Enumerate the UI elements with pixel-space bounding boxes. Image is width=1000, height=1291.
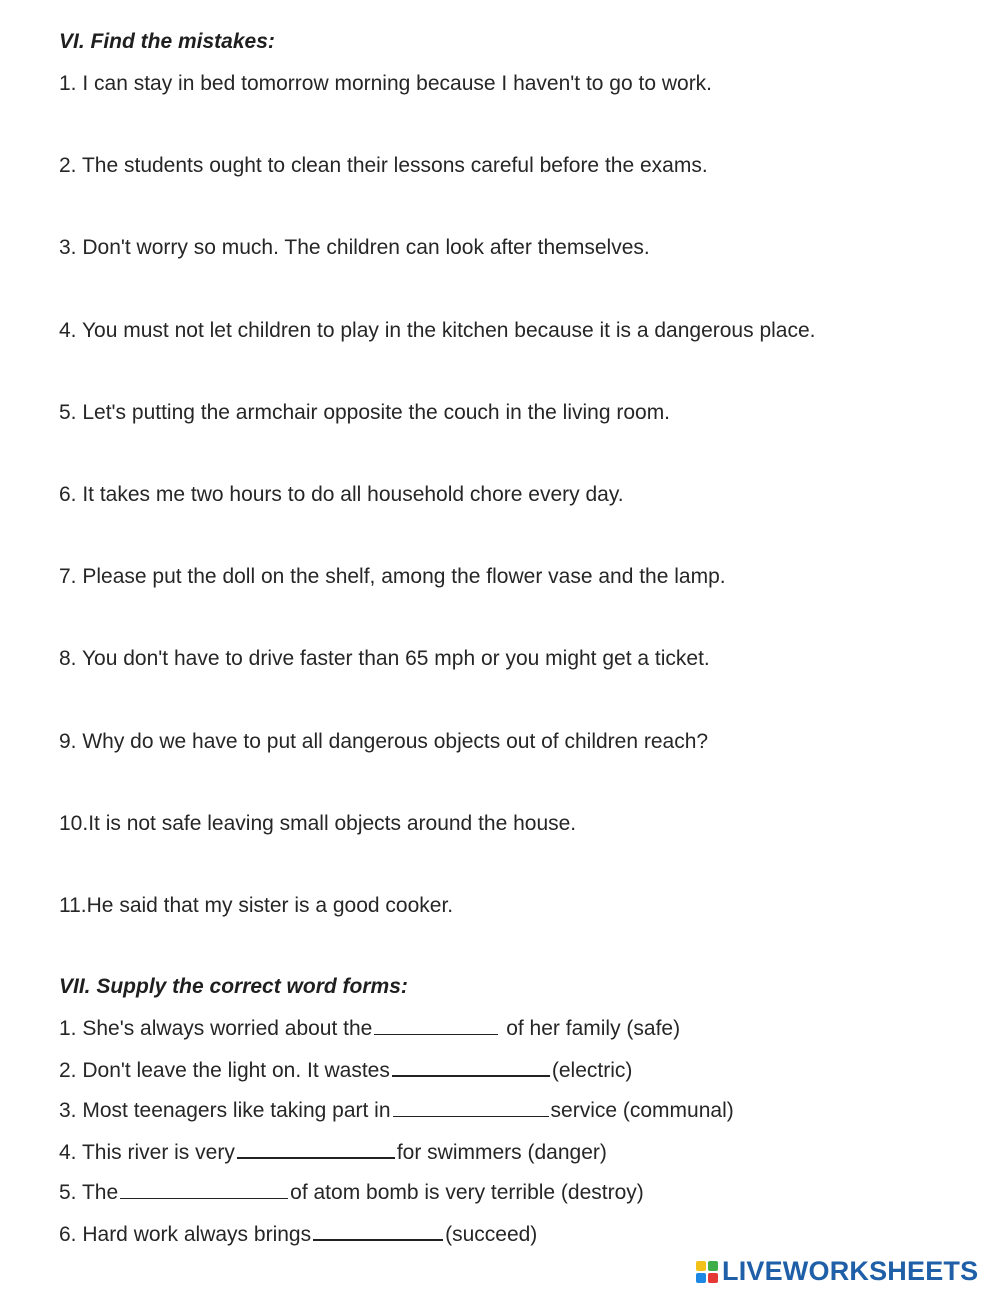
liveworksheets-logo [696, 1256, 978, 1287]
mistake-item-6: 6. It takes me two hours to do all household chore every day. [59, 483, 624, 506]
word-form-text-before: 6. Hard work always brings [59, 1223, 312, 1246]
section-6-heading: VI. Find the mistakes: [59, 30, 275, 53]
answer-blank-4[interactable] [237, 1139, 395, 1159]
mistake-item-10: 10.It is not safe leaving small objects around the house. [59, 812, 577, 835]
word-form-item-5 [59, 1180, 644, 1206]
mistake-item-5: 5. Let's putting the armchair opposite the couch in the living room. [59, 401, 671, 424]
mistake-item-11: 11.He said that my sister is a good cooker. [59, 894, 454, 917]
word-form-text-after: of atom bomb is very terrible (destroy) [290, 1181, 644, 1204]
answer-blank-3[interactable] [393, 1098, 549, 1117]
word-form-text-after: for swimmers (danger) [396, 1141, 607, 1164]
liveworksheets-logo-text: LIVEWORKSHEETS [722, 1256, 979, 1286]
word-form-text-before: 2. Don't leave the light on. It wastes [59, 1059, 390, 1082]
word-form-item-2 [59, 1057, 632, 1084]
mistake-item-1: 1. I can stay in bed tomorrow morning because I haven't to go to work. [59, 72, 713, 95]
word-form-text-before: 3. Most teenagers like taking part in [59, 1099, 391, 1122]
word-form-item-3 [59, 1098, 734, 1124]
logo-square-icon [696, 1261, 706, 1271]
mistake-item-9: 9. Why do we have to put all dangerous objects out of children reach? [59, 730, 709, 753]
word-form-item-1 [59, 1016, 680, 1042]
logo-square-icon [708, 1273, 718, 1283]
logo-square-icon [696, 1273, 706, 1283]
mistake-item-3: 3. Don't worry so much. The children can look after themselves. [59, 236, 650, 259]
word-form-item-6 [59, 1221, 537, 1248]
word-form-text-after: (electric) [551, 1059, 633, 1082]
mistake-item-8: 8. You don't have to drive faster than 65 mph or you might get a ticket. [59, 647, 710, 670]
mistake-item-2: 2. The students ought to clean their lessons careful before the exams. [59, 154, 708, 177]
word-form-text-after: (succeed) [445, 1223, 538, 1246]
section-7-heading: VII. Supply the correct word forms: [59, 975, 408, 998]
mistake-item-7: 7. Please put the doll on the shelf, among the flower vase and the lamp. [59, 565, 726, 588]
logo-square-icon [708, 1261, 718, 1271]
liveworksheets-logo-icon [696, 1261, 718, 1283]
answer-blank-6[interactable] [313, 1221, 443, 1241]
word-form-text-after: service (communal) [550, 1099, 734, 1122]
mistake-item-4: 4. You must not let children to play in the kitchen because it is a dangerous place. [59, 319, 816, 342]
answer-blank-1[interactable] [374, 1016, 498, 1035]
word-form-item-4 [59, 1139, 607, 1166]
answer-blank-5[interactable] [120, 1180, 288, 1199]
word-form-text-before: 5. The [59, 1181, 119, 1204]
word-form-text-after: of her family (safe) [500, 1017, 681, 1040]
word-form-text-before: 1. She's always worried about the [59, 1017, 373, 1040]
answer-blank-2[interactable] [392, 1057, 550, 1077]
word-form-text-before: 4. This river is very [59, 1141, 235, 1164]
